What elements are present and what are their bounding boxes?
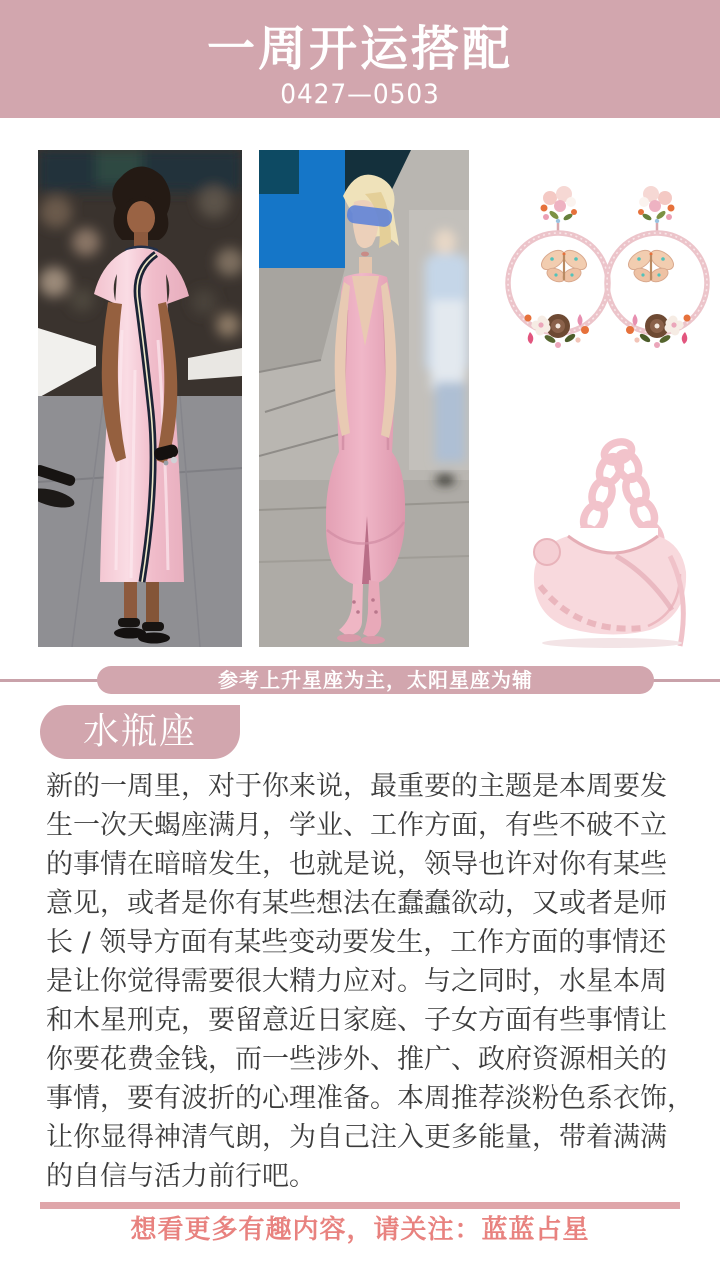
runway-photo-1-illustration <box>38 150 242 647</box>
paragraph-line: 长 / 领导方面有某些变动要发生，工作方面的事情还 <box>46 927 667 958</box>
paragraph-line: 的事情在暗暗发生，也就是说，领导也许对你有某些 <box>46 849 667 880</box>
paragraph-line: 你要花费金钱，而一些涉外、推广、政府资源相关的 <box>46 1044 667 1075</box>
runway-photo-pink-vneck-dress <box>259 150 469 647</box>
handbag-photo <box>520 424 700 652</box>
lips <box>361 252 369 257</box>
paragraph-line: 新的一周里，对于你来说，最重要的主题是本周要发 <box>46 771 667 802</box>
earring-left <box>508 186 608 348</box>
earring-right <box>607 186 707 348</box>
round-charm <box>534 539 560 565</box>
page-title: 一周开运搭配 <box>206 21 513 77</box>
runway-photo-pink-satin-dress <box>38 150 242 647</box>
paragraph-line: 是让你觉得需要很大精力应对。与之同时，水星本周 <box>46 966 667 997</box>
date-range: 0427—0503 <box>280 79 440 110</box>
earrings-photo <box>505 156 710 408</box>
footer-divider-bar <box>40 1202 680 1209</box>
paragraph-line: 和木星刑克，要留意近日家庭、子女方面有些事情让 <box>46 1005 667 1036</box>
bag-shadow <box>542 638 682 648</box>
face <box>127 201 155 235</box>
paragraph-line: 意见，或者是你有某些想法在蠢蠢欲动，又或者是师 <box>46 888 667 919</box>
horoscope-paragraph <box>46 767 694 1196</box>
earrings-illustration <box>505 156 710 408</box>
paragraph-line: 生一次天蝎座满月，学业、工作方面，有些不破不立 <box>46 810 667 841</box>
paragraph-line: 的自信与活力前行吧。 <box>46 1161 316 1192</box>
paragraph-line: 事情，要有波折的心理准备。本周推荐淡粉色系衣饰， <box>46 1083 694 1114</box>
footer-follow-note: 想看更多有趣内容，请关注：蓝蓝占星 <box>130 1215 590 1245</box>
banner-note: 参考上升星座为主，太阳星座为辅 <box>97 666 654 694</box>
zodiac-sign-label: 水瓶座 <box>40 705 240 759</box>
handbag-illustration <box>520 424 700 652</box>
runway-photo-2-illustration <box>259 150 469 647</box>
paragraph-line: 让你显得神清气朗，为自己注入更多能量，带着满满 <box>46 1122 667 1153</box>
